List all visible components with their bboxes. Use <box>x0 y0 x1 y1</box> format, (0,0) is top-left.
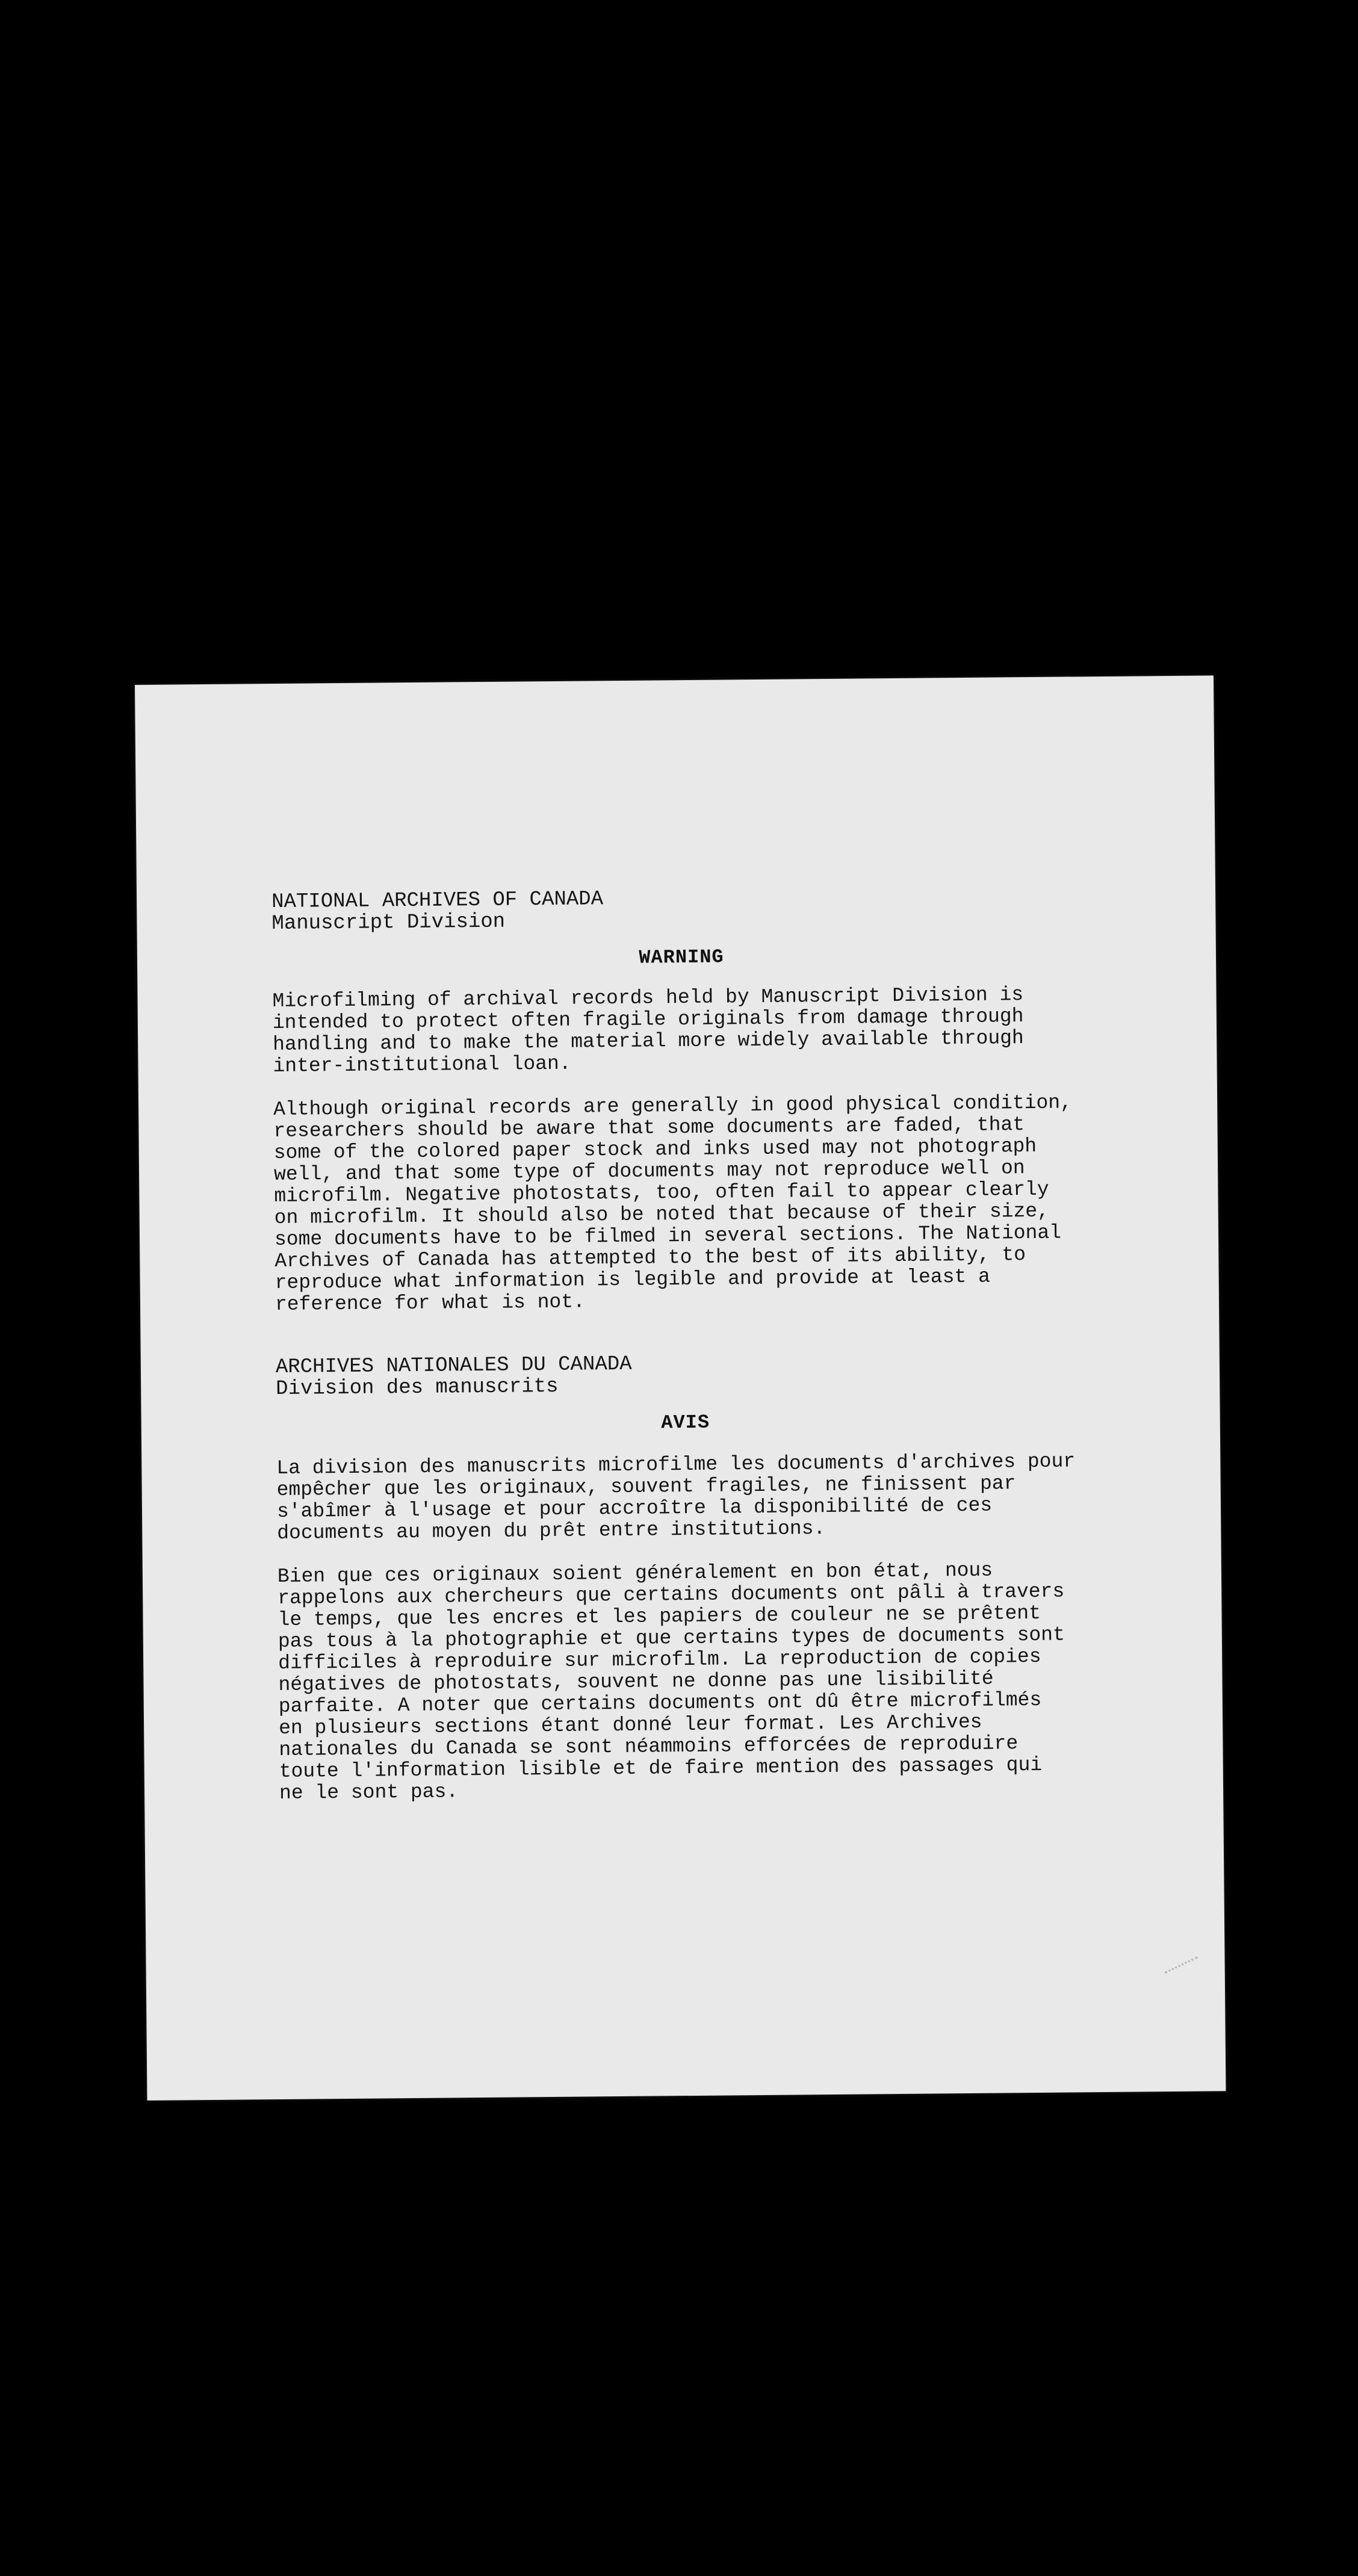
avis-title: AVIS <box>661 1411 710 1434</box>
text-line: le temps, que les encres et les papiers de couleur ne se prêtent <box>277 1602 1041 1631</box>
french-paragraph-2 <box>277 1559 1103 1804</box>
english-paragraph-1 <box>272 983 1096 1077</box>
english-header <box>271 888 603 935</box>
text-line: reproduce what information is legible and provide at least a <box>274 1265 990 1295</box>
text-line: Archives of Canada has attempted to the best of its ability, to <box>274 1243 1026 1273</box>
french-paragraph-1 <box>276 1451 1100 1544</box>
text-line: intended to protect often fragile originals from damage through <box>272 1005 1024 1035</box>
text-line: Microfilming of archival records held by Manuscript Division is <box>272 983 1024 1013</box>
text-line: pas tous à la photographie et que certains types de documents sont <box>277 1623 1065 1653</box>
scanned-page <box>135 675 1226 2101</box>
text-line: toute l'information lisible et de faire mention des passages qui <box>279 1753 1043 1783</box>
text-line: handling and to make the material more widely available through <box>273 1027 1024 1056</box>
text-line: en plusieurs sections étant donné leur format. Les Archives <box>278 1711 982 1739</box>
page-corner-smudge <box>1165 1957 1206 1990</box>
text-line: empêcher que les originaux, souvent fragiles, ne finissent par <box>276 1472 1016 1501</box>
text-line: difficiles à reproduire sur microfilm. La reproduction de copies <box>278 1645 1041 1674</box>
text-line: Bien que ces originaux soient généralement en bon état, nous <box>277 1559 993 1588</box>
warning-title: WARNING <box>639 946 724 969</box>
french-header <box>276 1354 632 1400</box>
text-line: s'abîmer à l'usage et pour accroître la disponibilité de ces <box>276 1494 993 1523</box>
text-line: rappelons aux chercheurs que certains documents ont pâli à travers <box>277 1580 1065 1609</box>
text-line: on microfilm. It should also be noted that because of their size, <box>274 1200 1050 1230</box>
text-line: parfaite. A noter que certains documents ont dû être microfilmés <box>278 1688 1042 1718</box>
text-line: well, and that some type of documents may not reproduce well on <box>273 1157 1025 1186</box>
text-line: some of the colored paper stock and inks used may not photograph <box>273 1135 1037 1165</box>
text-line: ne le sont pas. <box>279 1780 459 1804</box>
text-line: documents au moyen du prêt entre institutions. <box>277 1517 826 1544</box>
text-line: La division des manuscrits microfilme les documents d'archives pour <box>276 1450 1076 1479</box>
english-paragraph-2 <box>273 1092 1099 1316</box>
text-line: some documents have to be filmed in several sections. The National <box>274 1221 1062 1251</box>
text-line: microfilm. Negative photostats, too, often fail to appear clearly <box>274 1178 1049 1208</box>
text-line: researchers should be aware that some documents are faded, that <box>273 1113 1025 1143</box>
text-line: reference for what is not. <box>274 1290 586 1316</box>
english-org-name: NATIONAL ARCHIVES OF CANADA <box>271 888 604 914</box>
french-org-name: ARCHIVES NATIONALES DU CANADA <box>275 1352 632 1379</box>
french-division-name: Division des manuscrits <box>276 1375 559 1401</box>
text-line: nationales du Canada se sont néammoins efforcées de reproduire <box>279 1732 1018 1761</box>
text-line: négatives de photostats, souvent ne donne pas une lisibilité <box>278 1667 994 1696</box>
english-division-name: Manuscript Division <box>271 910 506 936</box>
text-line: inter-institutional loan. <box>273 1052 571 1078</box>
text-line: Although original records are generally in good physical condition, <box>273 1091 1073 1121</box>
